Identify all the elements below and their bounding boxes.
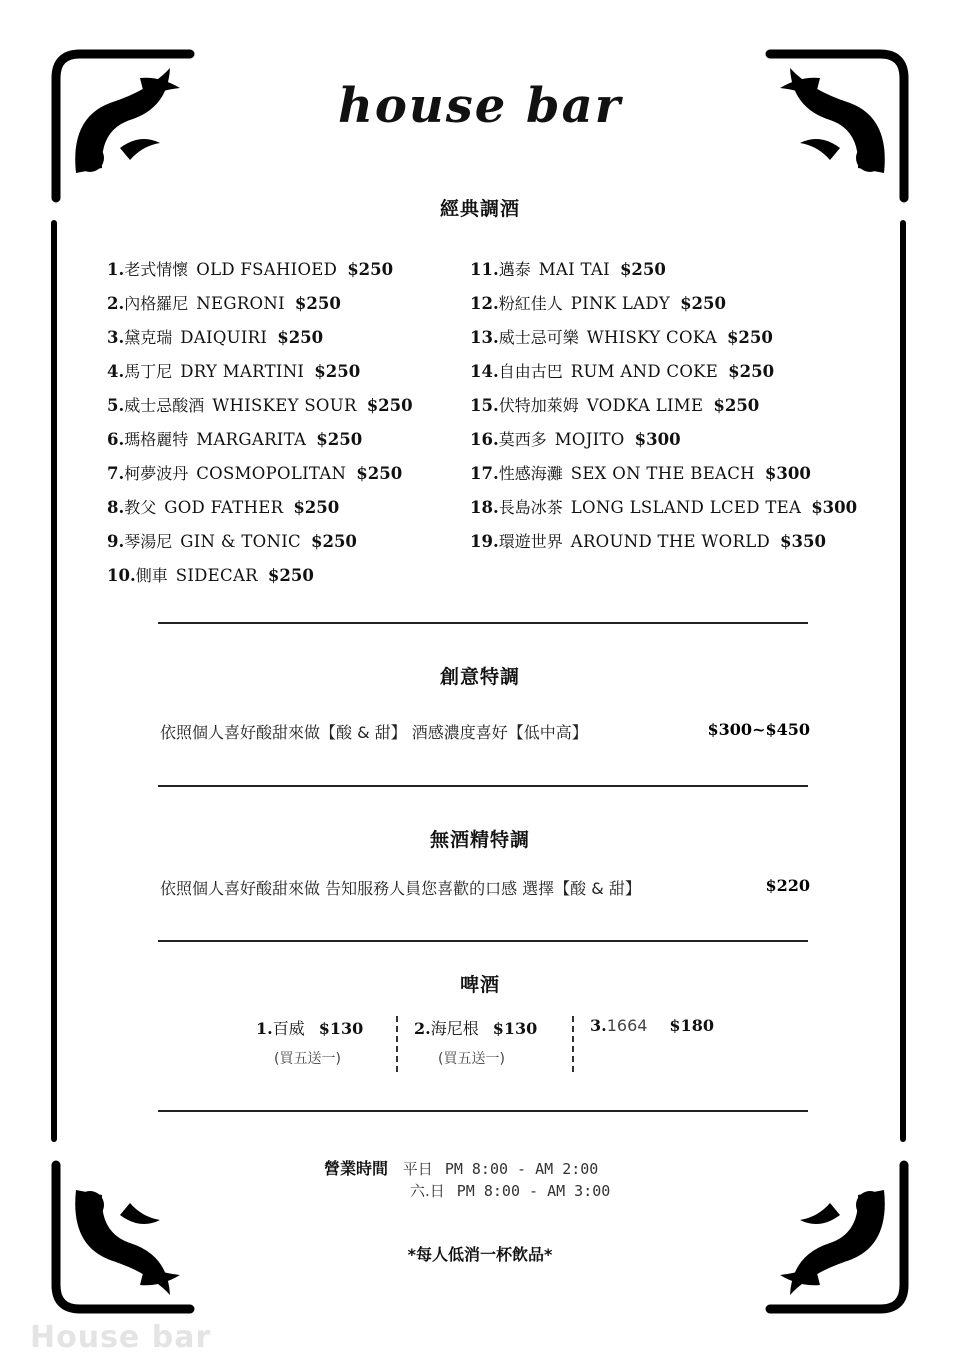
list-item: 1.老式情懷 OLD FSAHIOED $250	[107, 260, 394, 279]
divider	[158, 785, 808, 787]
mocktail-description	[160, 876, 810, 899]
list-item: 9.琴湯尼 GIN & TONIC $250	[107, 532, 357, 551]
list-item: 15.伏特加萊姆 VODKA LIME $250	[470, 396, 760, 415]
section-title-classic: 經典調酒	[439, 198, 520, 220]
beer-num: 3.	[590, 1016, 607, 1035]
mocktail-price: $220	[765, 876, 810, 895]
beer-name: 海尼根	[430, 1019, 479, 1038]
list-item: 18.長島冰茶 LONG LSLAND LCED TEA $300	[470, 498, 858, 517]
beer-item	[590, 1016, 714, 1035]
section-title-creative: 創意特調	[439, 666, 520, 688]
list-item: 3.黛克瑞 DAIQUIRI $250	[107, 328, 324, 347]
hours-time: PM 8:00 - AM 3:00	[456, 1182, 611, 1200]
hours-time: PM 8:00 - AM 2:00	[444, 1160, 599, 1178]
section-title-beer: 啤酒	[459, 974, 500, 996]
opening-hours	[324, 1156, 610, 1204]
beer-promo: (買五送一)	[274, 1051, 341, 1067]
list-item: 5.威士忌酸酒 WHISKEY SOUR $250	[107, 396, 413, 415]
beer-item	[414, 1016, 538, 1067]
list-item: 16.莫西多 MOJITO $300	[470, 430, 681, 449]
list-item: 19.環遊世界 AROUND THE WORLD $350	[470, 532, 826, 551]
creative-description	[160, 720, 810, 743]
beer-num: 1.	[256, 1019, 273, 1038]
minimum-charge-note: *每人低消一杯飲品*	[407, 1245, 553, 1264]
creative-price: $300~$450	[707, 720, 810, 739]
list-item: 12.粉紅佳人 PINK LADY $250	[470, 294, 726, 313]
hours-row	[324, 1156, 610, 1180]
beer-separator	[396, 1016, 398, 1072]
watermark: House bar	[30, 1320, 212, 1355]
divider	[158, 1110, 808, 1112]
divider	[158, 940, 808, 942]
list-item: 13.威士忌可樂 WHISKY COKA $250	[470, 328, 773, 347]
list-item: 8.教父 GOD FATHER $250	[107, 498, 340, 517]
list-item: 14.自由古巴 RUM AND COKE $250	[470, 362, 775, 381]
section-title-mocktail: 無酒精特調	[429, 829, 530, 851]
mocktail-text: 依照個人喜好酸甜來做 告知服務人員您喜歡的口感 選擇【酸 & 甜】	[160, 879, 641, 898]
menu-title: house bar	[337, 78, 623, 134]
hours-day: 六.日	[410, 1182, 445, 1200]
beer-item	[256, 1016, 364, 1067]
beer-price: $130	[318, 1019, 364, 1038]
list-item: 2.內格羅尼 NEGRONI $250	[107, 294, 341, 313]
hours-row	[324, 1180, 610, 1204]
beer-name: 百威	[272, 1019, 305, 1038]
beer-num: 2.	[414, 1019, 431, 1038]
list-item: 11.邁泰 MAI TAI $250	[470, 260, 666, 279]
classic-list-right	[470, 258, 857, 564]
hours-day: 平日	[402, 1160, 433, 1178]
list-item: 10.側車 SIDECAR $250	[107, 566, 314, 585]
creative-text: 依照個人喜好酸甜來做【酸 & 甜】 酒感濃度喜好【低中高】	[160, 723, 588, 742]
hours-label: 營業時間	[324, 1159, 389, 1178]
ornament-bottom-right-icon	[765, 1160, 910, 1315]
beer-separator	[572, 1016, 574, 1072]
beer-promo: (買五送一)	[438, 1051, 505, 1067]
beer-price: $180	[669, 1016, 714, 1035]
list-item: 4.馬丁尼 DRY MARTINI $250	[107, 362, 361, 381]
list-item: 17.性感海灘 SEX ON THE BEACH $300	[470, 464, 811, 483]
classic-list-left	[107, 258, 413, 598]
list-item: 7.柯夢波丹 COSMOPOLITAN $250	[107, 464, 403, 483]
list-item: 6.瑪格麗特 MARGARITA $250	[107, 430, 363, 449]
beer-price: $130	[492, 1019, 538, 1038]
ornament-bottom-left-icon	[50, 1160, 195, 1315]
divider	[158, 622, 808, 624]
beer-name: 1664	[606, 1016, 648, 1035]
